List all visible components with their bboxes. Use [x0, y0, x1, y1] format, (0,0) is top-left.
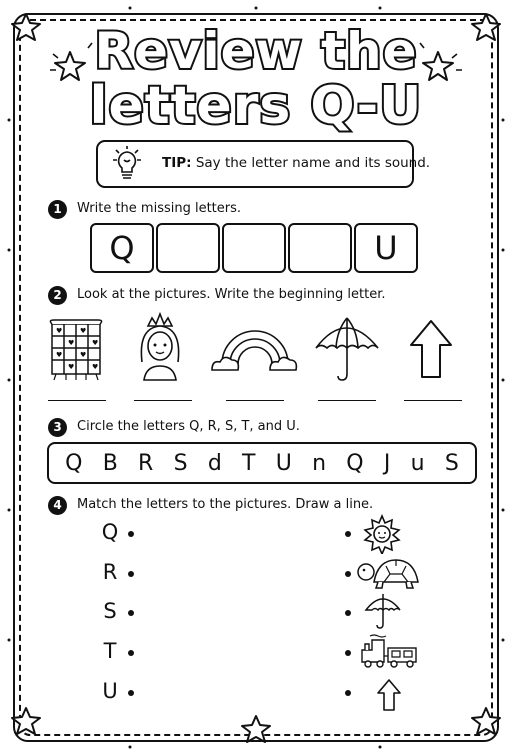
- star-icon: [12, 708, 40, 734]
- section-1-number: 1: [48, 200, 67, 219]
- sun-icon: [362, 514, 402, 554]
- section-2-instruction: Look at the pictures. Write the beginning letter.: [77, 287, 386, 302]
- missing-letters-row: [90, 223, 420, 273]
- lightbulb-icon: [110, 146, 144, 184]
- quilt-icon: [46, 318, 106, 382]
- svg-text:♥: ♥: [92, 363, 99, 371]
- match-dot-left[interactable]: [128, 650, 134, 656]
- letter-choice[interactable]: R: [138, 450, 154, 476]
- umbrella-icon: [364, 592, 402, 630]
- queen-icon: [132, 312, 188, 382]
- match-letter: R: [102, 560, 118, 584]
- match-letter: T: [103, 639, 117, 663]
- svg-text:♥: ♥: [80, 351, 87, 359]
- answer-line[interactable]: [226, 400, 284, 401]
- letter-box[interactable]: [222, 223, 286, 273]
- answer-line[interactable]: [404, 400, 462, 401]
- letter-choice[interactable]: Q: [346, 450, 364, 476]
- letter-choice[interactable]: d: [207, 450, 222, 476]
- tip-sentence: Say the letter name and its sound.: [195, 155, 431, 171]
- answer-line[interactable]: [318, 400, 376, 401]
- section-1-instruction: Write the missing letters.: [77, 201, 242, 216]
- letter-box[interactable]: [288, 223, 352, 273]
- letter-choice[interactable]: S: [444, 450, 459, 476]
- turtle-icon: [356, 556, 420, 590]
- star-icon: [472, 708, 500, 734]
- svg-text:♥: ♥: [56, 327, 63, 335]
- match-dot-right[interactable]: [345, 650, 351, 656]
- up-arrow-icon: [376, 678, 402, 712]
- section-4-number: 4: [48, 496, 67, 515]
- answer-line[interactable]: [48, 400, 106, 401]
- match-dot-left[interactable]: [128, 690, 134, 696]
- section-3-number: 3: [48, 418, 67, 437]
- circle-letters-strip: [47, 442, 477, 484]
- match-dot-right[interactable]: [345, 610, 351, 616]
- svg-text:♥: ♥: [68, 363, 75, 371]
- worksheet-title-line1: Review the: [94, 22, 418, 80]
- star-icon: [242, 716, 270, 742]
- svg-text:♥: ♥: [68, 339, 75, 347]
- umbrella-icon: [312, 312, 382, 382]
- tip-box: [96, 140, 431, 188]
- match-letter: S: [103, 599, 117, 623]
- section-2-number: 2: [48, 286, 67, 305]
- match-dot-left[interactable]: [128, 610, 134, 616]
- match-letter: Q: [101, 520, 119, 544]
- match-dot-right[interactable]: [345, 690, 351, 696]
- svg-text:♥: ♥: [56, 351, 63, 359]
- rainbow-icon: [210, 318, 300, 374]
- train-icon: [360, 634, 420, 670]
- letter-choice[interactable]: S: [173, 450, 188, 476]
- match-letter: U: [102, 679, 118, 703]
- letter-choice[interactable]: u: [410, 450, 425, 476]
- letter-choice[interactable]: n: [312, 450, 327, 476]
- tip-label: TIP:: [162, 155, 192, 171]
- letter-box: U: [354, 223, 418, 273]
- svg-text:♥: ♥: [80, 327, 87, 335]
- letter-choice[interactable]: B: [102, 450, 118, 476]
- answer-line[interactable]: [134, 400, 192, 401]
- section-4-instruction: Match the letters to the pictures. Draw a line.: [77, 497, 374, 512]
- letter-box[interactable]: [156, 223, 220, 273]
- letter-choice[interactable]: Q: [65, 450, 83, 476]
- match-dot-left[interactable]: [128, 571, 134, 577]
- svg-text:♥: ♥: [92, 339, 99, 347]
- match-dot-right[interactable]: [345, 531, 351, 537]
- letter-choice[interactable]: T: [242, 450, 256, 476]
- letter-choice[interactable]: U: [275, 450, 292, 476]
- letter-choice[interactable]: J: [383, 450, 391, 476]
- section-3-instruction: Circle the letters Q, R, S, T, and U.: [77, 419, 300, 434]
- match-dot-left[interactable]: [128, 531, 134, 537]
- up-arrow-icon: [408, 318, 454, 380]
- worksheet-title-line2: letters Q-U: [89, 76, 423, 136]
- letter-box: Q: [90, 223, 154, 273]
- tip-text: [162, 155, 430, 171]
- match-dot-right[interactable]: [345, 571, 351, 577]
